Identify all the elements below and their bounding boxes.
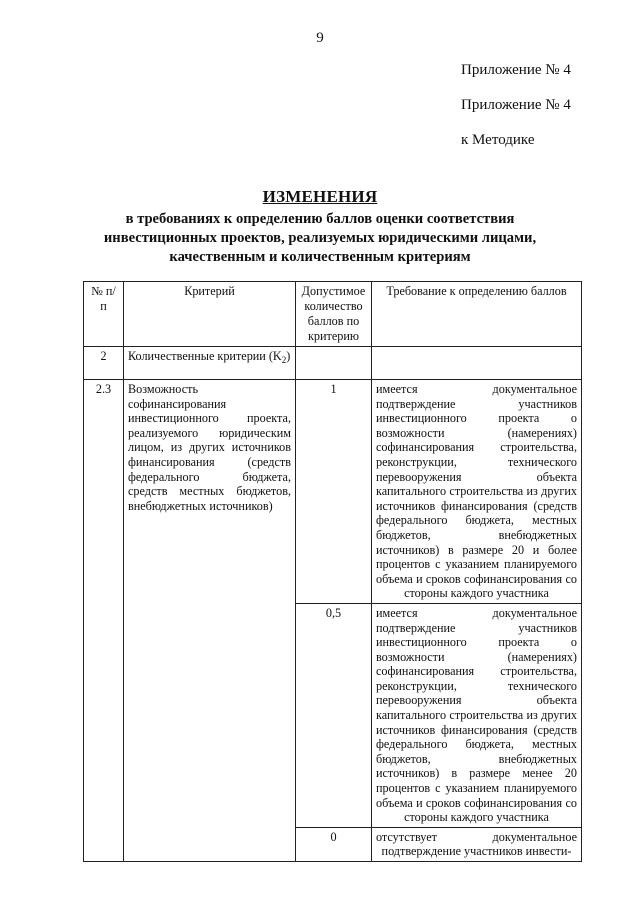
document-title bbox=[0, 187, 640, 267]
row-requirement-3: отсутствует документальное подтверждение участников инвести- bbox=[372, 827, 582, 861]
title-main: ИЗМЕНЕНИЯ bbox=[262, 187, 378, 206]
header-criterion: Критерий bbox=[124, 282, 296, 347]
section-label-end: ) bbox=[286, 349, 291, 363]
appendix-line-3: к Методике bbox=[461, 132, 535, 148]
row-score-1: 1 bbox=[296, 380, 372, 604]
section-label-text: Количественные критерии (K bbox=[128, 349, 282, 363]
title-line-1: в требованиях к определению баллов оценки соответствия bbox=[125, 211, 515, 227]
header-num: № п/п bbox=[84, 282, 124, 347]
row-requirement-2: имеется документальное подтверждение участников инвестиционного проекта о возможности (намерениях) софинансирования строительства, реконструкции, технического перевооружения объекта капитального строительства из других источников финансирования (средств федерального бюджета, местных бюджетов, внебюджетных источников) в размере менее 20 процентов с указанием планируемого объема и сроков софинансирования со стороны каждого участника bbox=[372, 603, 582, 827]
row-score-2: 0,5 bbox=[296, 603, 372, 827]
appendix-line-1: Приложение № 4 bbox=[461, 62, 571, 78]
page-number: 9 bbox=[316, 30, 324, 46]
section-label-subscript: 2 bbox=[281, 355, 287, 365]
section-label bbox=[124, 347, 296, 380]
table-row bbox=[84, 380, 582, 604]
table-header-row bbox=[84, 282, 582, 347]
item-num: 2.3 bbox=[84, 380, 124, 862]
row-requirement-1: имеется документальное подтверждение участников инвестиционного проекта о возможности (намерениях) софинансирования строительства, реконструкции, технического перевооружения объекта капитального строительства из других источников финансирования (средств федерального бюджета, местных бюджетов, внебюджетных источников) в размере 20 и более процентов с указанием планируемого объема и сроков софинансирования со стороны каждого участника bbox=[372, 380, 582, 604]
criteria-table bbox=[83, 281, 582, 862]
item-criterion: Возможность софинансирования инвестиционного проекта, реализуемого юридическим лицом, из других источников финансирования (средств федерального бюджета, средств местных бюджетов, внебюджетных источников) bbox=[124, 380, 296, 862]
title-line-2: инвестиционных проектов, реализуемых юридическими лицами, bbox=[103, 230, 537, 246]
row-score-3: 0 bbox=[296, 827, 372, 861]
section-requirement-empty bbox=[372, 347, 582, 380]
appendix-line-2: Приложение № 4 bbox=[461, 97, 571, 113]
title-line-3: качественным и количественным критериям bbox=[169, 249, 471, 265]
table-row-section bbox=[84, 347, 582, 380]
header-requirement: Требование к определению баллов bbox=[372, 282, 582, 347]
section-num: 2 bbox=[84, 347, 124, 380]
section-score-empty bbox=[296, 347, 372, 380]
header-score: Допустимое количество баллов по критерию bbox=[296, 282, 372, 347]
